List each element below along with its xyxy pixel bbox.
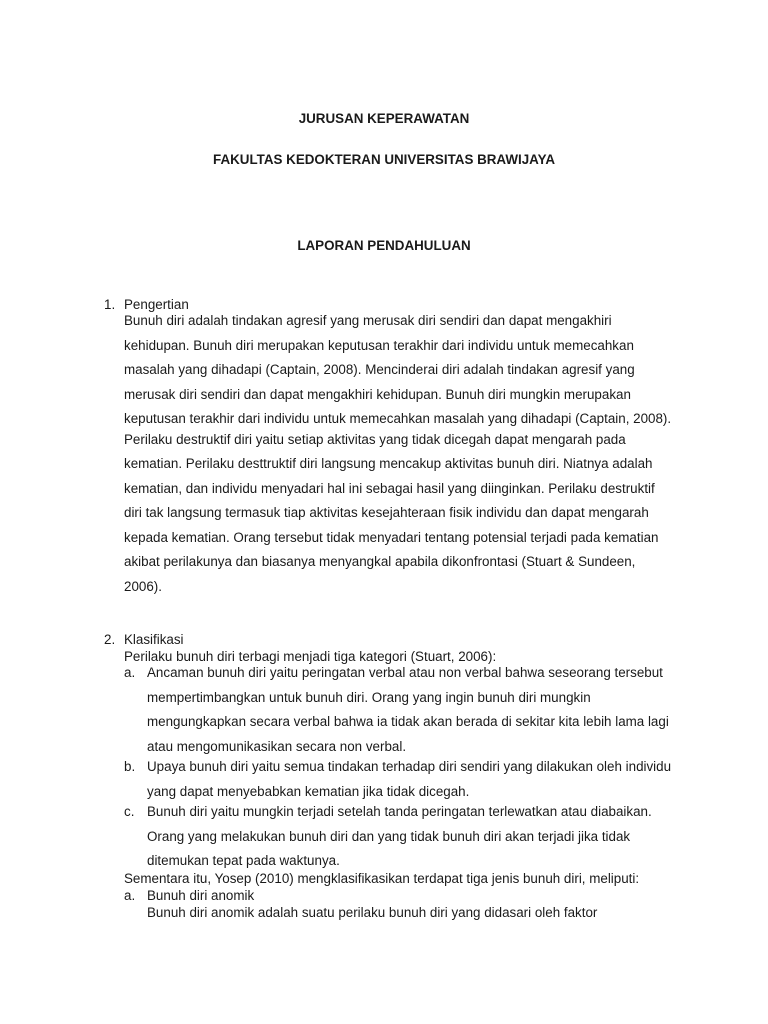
paragraph: Bunuh diri adalah tindakan agresif yang merusak diri sendiri dan dapat mengakhiri kehidupan. Bunuh diri merupakan keputusan terakhir dari individu untuk memecahkan masalah yang dihadapi (Captain, 2008). Mencinderai diri adalah tindakan agresif yang merusak diri sendiri dan dapat mengakhiri kehidupan. Bunuh diri mungkin merupakan keputusan terakhir dari individu untuk memecahkan masalah yang dihadapi (Captain, 2008). [124, 313, 672, 426]
section-label: Klasifikasi [124, 632, 184, 647]
section-label: Pengertian [124, 297, 189, 312]
section-title [104, 296, 704, 313]
list-marker: a. [124, 887, 136, 903]
section-pengertian [104, 296, 704, 599]
list-marker: b. [124, 759, 136, 774]
list-item-text: Upaya bunuh diri yaitu semua tindakan terhadap diri sendiri yang dilakukan oleh individu yang dapat menyebabkan kematian jika tidak dicegah. [147, 759, 672, 799]
list-item [104, 661, 677, 759]
list-marker: c. [124, 804, 135, 819]
section-number: 1. [104, 297, 116, 312]
section-intro: Perilaku bunuh diri terbagi menjadi tiga kategori (Stuart, 2006): [124, 649, 497, 664]
list-item [104, 755, 677, 804]
section-number: 2. [104, 632, 116, 647]
section-title [104, 631, 704, 648]
list-item-text: Bunuh diri anomik adalah suatu perilaku bunuh diri yang didasari oleh faktor [147, 904, 598, 920]
department-heading: JURUSAN KEPERAWATAN [298, 111, 470, 126]
list-item [104, 800, 677, 874]
paragraph: Perilaku destruktif diri yaitu setiap aktivitas yang tidak dicegah dapat mengarah pada kematian. Perilaku desttruktif diri langsung mencakup aktivitas bunuh diri. Niatnya adalah kematian, dan individu menyadari hal ini sebagai hasil yang diinginkan. Perilaku destruktif diri tak langsung termasuk tiap aktivitas kesejahteraan fisik individu dan dapat mengarah kepada kematian. Orang tersebut tidak menyadari tentang potensial terjadi pada kematian akibat perilakunya dan biasanya menyangkal apabila dikonfrontasi (Stuart & Sundeen, 2006). [124, 431, 659, 594]
report-title: LAPORAN PENDAHULUAN [297, 238, 471, 253]
list-item-text: Bunuh diri yaitu mungkin terjadi setelah tanda peringatan terlewatkan atau diabaikan. Orang yang melakukan bunuh diri dan yang tidak bunuh diri akan terjadi jika tidak ditemukan tepat pada waktunya. [147, 804, 652, 868]
list-item-body [104, 904, 677, 921]
list-marker: a. [124, 665, 136, 680]
category-list [104, 661, 704, 874]
type-list [104, 887, 704, 921]
list-item-text: Ancaman bunuh diri yaitu peringatan verbal atau non verbal bahwa seseorang tersebut mempertimbangkan untuk bunuh diri. Orang yang ingin bunuh diri mungkin mengungkapkan secara verbal bahwa ia tidak akan berada di sekitar kita lebih lama lagi atau mengomunikasikan secara non verbal. [147, 665, 669, 754]
section-klasifikasi [104, 631, 704, 921]
faculty-heading: FAKULTAS KEDOKTERAN UNIVERSITAS BRAWIJAYA [213, 152, 555, 167]
list-item [104, 887, 677, 904]
section-intro-2: Sementara itu, Yosep (2010) mengklasifikasikan terdapat tiga jenis bunuh diri, meliputi: [124, 870, 640, 886]
list-item-title: Bunuh diri anomik [147, 887, 255, 903]
